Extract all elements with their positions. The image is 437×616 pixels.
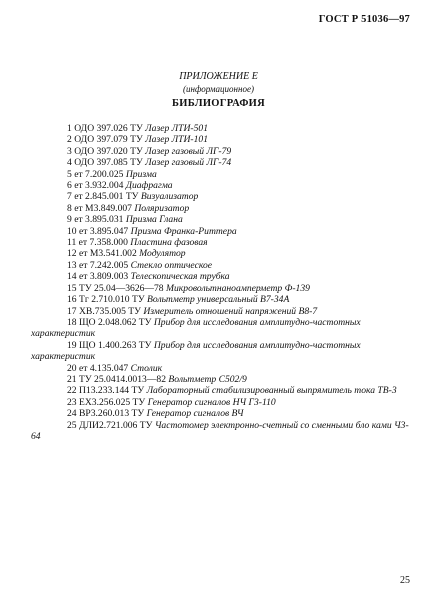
entry-code: ТУ 25.04—3626—78 [79, 282, 164, 294]
entry-number: 12 [67, 248, 77, 260]
entry-description: Пластина фазовая [130, 237, 208, 249]
bibliography-entry [31, 408, 411, 419]
entry-description: Генератор сигналов НЧ Г3-110 [147, 396, 276, 408]
entry-code: ВР3.260.013 ТУ [79, 408, 145, 420]
entry-description: Прибор для исследования амплитудно-частотных характеристик [31, 316, 361, 340]
appendix-title: ПРИЛОЖЕНИЕ Е [179, 71, 258, 82]
section-title: БИБЛИОГРАФИЯ [172, 98, 265, 109]
entry-code: ОДО 397.020 ТУ [74, 145, 143, 157]
entry-number: 11 [67, 237, 77, 249]
entry-code: ХВ.735.005 ТУ [79, 305, 141, 317]
entry-description: Призма Франка-Риттера [130, 225, 237, 237]
entry-number: 13 [67, 259, 77, 271]
bibliography-entry [31, 157, 411, 168]
entry-code: ет 3.895.047 [79, 225, 129, 237]
entry-number: 17 [67, 305, 77, 317]
bibliography-entry [31, 169, 411, 180]
entry-description: Генератор сигналов ВЧ [146, 408, 244, 420]
entry-number: 9 [67, 214, 72, 226]
entry-code: ет 3.895.031 [74, 214, 124, 226]
entry-number: 18 [67, 316, 77, 328]
entry-number: 22 [67, 385, 77, 397]
bibliography-entry [31, 123, 411, 134]
entry-description: Телескопическая трубка [130, 271, 230, 283]
entry-code: Тг 2.710.010 ТУ [79, 294, 145, 306]
entry-description: Частотомер электронно-счетный со сменными бло ками Ч3-64 [31, 419, 409, 442]
bibliography-entry [31, 397, 411, 408]
entry-number: 10 [67, 225, 77, 237]
bibliography-entry [31, 294, 411, 305]
entry-code: ЩО 1.400.263 ТУ [79, 339, 152, 351]
entry-number: 2 [67, 134, 72, 146]
entry-description: Стекло оптическое [130, 259, 213, 271]
entry-code: ет 3.932.004 [74, 180, 124, 192]
entry-description: Призма [125, 168, 157, 180]
bibliography-entry [31, 306, 411, 317]
bibliography-entry [31, 340, 411, 363]
entry-number: 24 [67, 408, 77, 420]
bibliography-entry [31, 134, 411, 145]
entry-description: Столик [130, 362, 163, 374]
bibliography-entry [31, 283, 411, 294]
entry-description: Визуализатор [140, 191, 199, 203]
bibliography-entry [31, 214, 411, 225]
bibliography-entry [31, 191, 411, 202]
entry-description: Диафрагма [125, 180, 173, 192]
entry-description: Микровольтнаноамперметр Ф-139 [166, 282, 310, 294]
entry-code: ДЛИ2.721.006 ТУ [79, 419, 153, 431]
bibliography-entry [31, 374, 411, 385]
entry-description: Лазер газовый ЛГ-74 [145, 157, 232, 169]
entry-description: Лазер ЛТИ-101 [145, 134, 209, 146]
entry-code: ет М3.849.007 [74, 202, 132, 214]
entry-number: 23 [67, 396, 77, 408]
entry-number: 16 [67, 294, 77, 306]
entry-number: 14 [67, 271, 77, 283]
entry-code: ет 7.358.000 [78, 237, 128, 249]
entry-code: ет 2.845.001 ТУ [74, 191, 139, 203]
entry-code: ОДО 397.079 ТУ [74, 134, 143, 146]
bibliography-entry [31, 146, 411, 157]
entry-code: ЩО 2.048.062 ТУ [79, 316, 152, 328]
entry-number: 7 [67, 191, 72, 203]
bibliography-entry [31, 271, 411, 282]
entry-number: 3 [67, 145, 72, 157]
entry-number: 5 [67, 168, 72, 180]
bibliography-entry [31, 385, 411, 396]
entry-description: Призма Глана [125, 214, 183, 226]
entry-number: 8 [67, 202, 72, 214]
entry-number: 21 [67, 373, 77, 385]
appendix-heading [0, 71, 437, 95]
entry-code: ТУ 25.0414.0013—82 [79, 373, 167, 385]
entry-code: ОДО 397.085 ТУ [74, 157, 143, 169]
entry-code: ет 7.200.025 [74, 168, 124, 180]
entry-code: ет 3.809.003 [79, 271, 129, 283]
entry-number: 15 [67, 282, 77, 294]
bibliography-entry [31, 203, 411, 214]
bibliography-entry [31, 237, 411, 248]
entry-number: 6 [67, 180, 72, 192]
bibliography-entry [31, 226, 411, 237]
entry-code: ет М3.541.002 [79, 248, 137, 260]
entry-number: 19 [67, 339, 77, 351]
entry-number: 1 [67, 123, 72, 134]
entry-description: Поляризатор [134, 202, 190, 214]
entry-description: Вольтметр С502/9 [168, 373, 247, 385]
page-number: 25 [400, 575, 410, 586]
bibliography-entry [31, 260, 411, 271]
entry-description: Модулятор [139, 248, 186, 260]
document-code: ГОСТ Р 51036—97 [318, 14, 410, 25]
entry-description: Лазер ЛТИ-501 [145, 123, 209, 134]
entry-description: Лабораторный стабилизированный выпрямитель тока ТВ-3 [146, 385, 397, 397]
entry-description: Вольтметр универсальный В7-34А [147, 294, 290, 306]
bibliography-entry [31, 248, 411, 259]
bibliography-entry [31, 180, 411, 191]
entry-number: 20 [67, 362, 77, 374]
entry-description: Прибор для исследования амплитудно-частотных характеристик [31, 339, 361, 363]
entry-number: 25 [67, 419, 77, 431]
entry-description: Измеритель отношений напряжений В8-7 [143, 305, 318, 317]
entry-code: ЕХ3.256.025 ТУ [79, 396, 146, 408]
entry-code: ет 4.135.047 [79, 362, 129, 374]
entry-number: 4 [67, 157, 72, 169]
entry-description: Лазер газовый ЛГ-79 [145, 145, 232, 157]
bibliography-list [31, 123, 411, 442]
bibliography-entry [31, 317, 411, 340]
entry-code: ет 7.242.005 [79, 259, 129, 271]
bibliography-entry [31, 420, 411, 443]
entry-code: ОДО 397.026 ТУ [74, 123, 143, 134]
appendix-subtitle: (информационное) [183, 84, 254, 94]
bibliography-entry [31, 363, 411, 374]
entry-code: П13.233.144 ТУ [79, 385, 145, 397]
